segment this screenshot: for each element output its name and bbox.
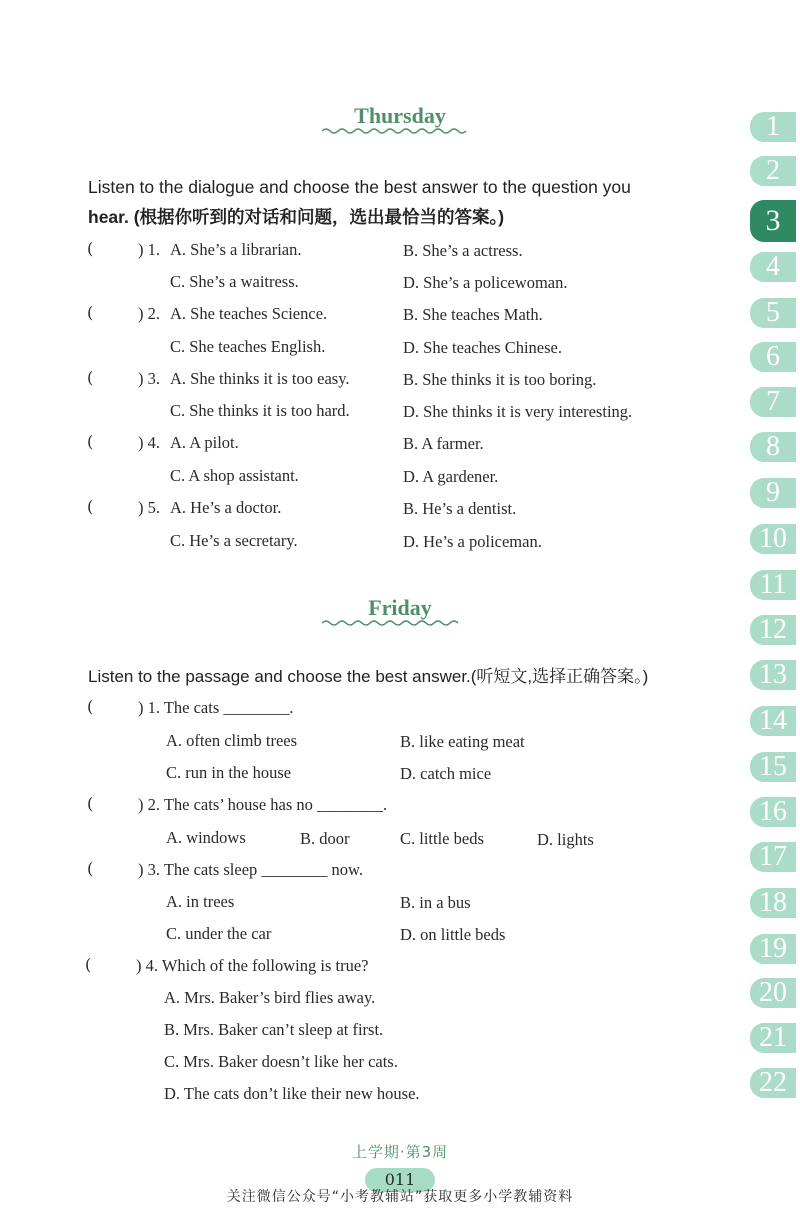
answer-paren[interactable]: ( — [87, 303, 94, 322]
answer-paren[interactable]: ( — [87, 497, 94, 516]
answer-paren[interactable]: ( — [87, 697, 94, 716]
option-d: D. She’s a policewoman. — [403, 273, 568, 292]
option-d: D. The cats don’t like their new house. — [164, 1084, 420, 1103]
option-c: C. Mrs. Baker doesn’t like her cats. — [164, 1052, 398, 1071]
tab-week-6[interactable]: 6 — [750, 342, 796, 372]
question-number: ) 4. — [138, 433, 160, 452]
tab-week-3-active[interactable]: 3 — [750, 200, 796, 242]
option-c: C. under the car — [166, 924, 272, 943]
footer-week-label: 上学期·第3周 — [351, 1143, 449, 1161]
option-a: A. Mrs. Baker’s bird flies away. — [164, 988, 376, 1007]
tab-week-12[interactable]: 12 — [750, 615, 796, 645]
option-d: D. catch mice — [400, 764, 492, 783]
tab-week-15[interactable]: 15 — [750, 752, 796, 782]
question-stem: ) 4. Which of the following is true? — [136, 956, 369, 975]
tab-week-9[interactable]: 9 — [750, 478, 796, 508]
option-d: D. lights — [537, 830, 594, 849]
question-stem: ) 3. The cats sleep ________ now. — [138, 860, 363, 879]
question-number: ) 5. — [138, 498, 160, 517]
tab-week-18[interactable]: 18 — [750, 888, 796, 918]
answer-paren[interactable]: ( — [85, 955, 92, 974]
tab-week-4[interactable]: 4 — [750, 252, 796, 282]
tab-week-17[interactable]: 17 — [750, 842, 796, 872]
option-a: A. She thinks it is too easy. — [170, 369, 350, 388]
option-b: B. in a bus — [400, 893, 471, 912]
option-b: B. He’s a dentist. — [403, 499, 517, 518]
tab-week-5[interactable]: 5 — [750, 298, 796, 328]
tab-week-19[interactable]: 19 — [750, 934, 796, 964]
question-stem: ) 2. The cats’ house has no ________. — [138, 795, 388, 814]
instruction-line: Listen to the dialogue and choose the best answer to the question you — [88, 177, 631, 197]
tab-week-20[interactable]: 20 — [750, 978, 796, 1008]
tab-week-14[interactable]: 14 — [750, 706, 796, 736]
option-d: D. She teaches Chinese. — [403, 338, 562, 357]
option-b: B. She thinks it is too boring. — [403, 370, 597, 389]
answer-paren[interactable]: ( — [87, 368, 94, 387]
option-a: A. often climb trees — [166, 731, 298, 750]
option-b: B. Mrs. Baker can’t sleep at first. — [164, 1020, 384, 1039]
option-b: B. She’s a actress. — [403, 241, 523, 260]
tab-week-2[interactable]: 2 — [750, 156, 796, 186]
option-d: D. A gardener. — [403, 467, 499, 486]
question-number: ) 1. — [138, 240, 160, 259]
option-c: C. run in the house — [166, 763, 292, 782]
instruction-friday: Listen to the passage and choose the best answer.(听短文,选择正确答案。) — [88, 667, 649, 686]
option-a: A. She’s a librarian. — [170, 240, 302, 259]
option-c: C. She thinks it is too hard. — [170, 401, 350, 420]
option-c: C. He’s a secretary. — [170, 531, 298, 550]
answer-paren[interactable]: ( — [87, 794, 94, 813]
option-a: A. windows — [166, 828, 246, 847]
answer-paren[interactable]: ( — [87, 239, 94, 258]
option-a: A. She teaches Science. — [170, 304, 328, 323]
option-a: A. A pilot. — [170, 433, 239, 452]
section-title-friday: Friday — [368, 595, 432, 620]
option-b: B. She teaches Math. — [403, 305, 543, 324]
option-b: B. door — [300, 829, 350, 848]
tab-week-1[interactable]: 1 — [750, 112, 796, 142]
option-c: C. She teaches English. — [170, 337, 326, 356]
tab-week-13[interactable]: 13 — [750, 660, 796, 690]
option-b: B. like eating meat — [400, 732, 525, 751]
option-d: D. He’s a policeman. — [403, 532, 542, 551]
tab-week-16[interactable]: 16 — [750, 797, 796, 827]
tab-week-11[interactable]: 11 — [750, 570, 796, 600]
option-d: D. She thinks it is very interesting. — [403, 402, 633, 421]
option-d: D. on little beds — [400, 925, 506, 944]
question-number: ) 3. — [138, 369, 160, 388]
promo-text: 关注微信公众号“小考教辅站”获取更多小学教辅资料 — [226, 1189, 574, 1205]
option-c: C. A shop assistant. — [170, 466, 299, 485]
option-c: C. She’s a waitress. — [170, 272, 299, 291]
tab-week-21[interactable]: 21 — [750, 1023, 796, 1053]
answer-paren[interactable]: ( — [87, 859, 94, 878]
tab-week-7[interactable]: 7 — [750, 387, 796, 417]
title-underline-wave — [322, 127, 468, 135]
section-title-thursday: Thursday — [354, 103, 446, 128]
tab-week-8[interactable]: 8 — [750, 432, 796, 462]
question-number: ) 2. — [138, 304, 160, 323]
instruction-line: hear. (根据你听到的对话和问题，选出最恰当的答案。) — [88, 207, 505, 227]
option-a: A. He’s a doctor. — [170, 498, 282, 517]
page-number: 011 — [384, 1170, 416, 1189]
title-underline-wave — [322, 619, 460, 627]
tab-week-10[interactable]: 10 — [750, 524, 796, 554]
option-b: B. A farmer. — [403, 434, 484, 453]
option-c: C. little beds — [400, 829, 484, 848]
answer-paren[interactable]: ( — [87, 432, 94, 451]
tab-week-22[interactable]: 22 — [750, 1068, 796, 1098]
instruction-thursday — [88, 172, 708, 232]
question-stem: ) 1. The cats ________. — [138, 698, 294, 717]
option-a: A. in trees — [166, 892, 235, 911]
